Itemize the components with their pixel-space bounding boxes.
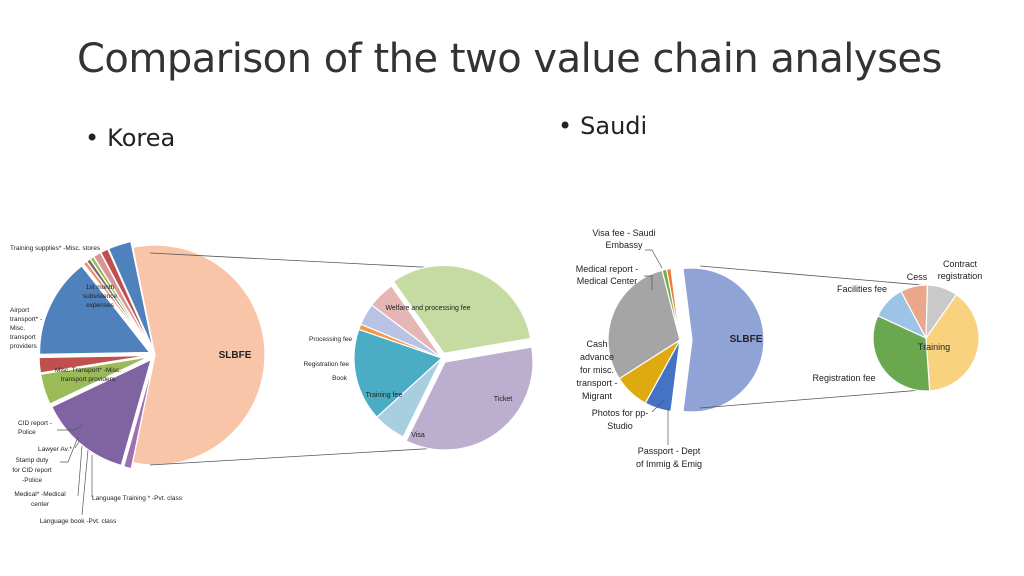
korea-misc-transport-label: transport providers (60, 376, 116, 383)
saudi-medical-label: Medical report - (575, 264, 639, 274)
korea-stamp-label: Stamp duty (15, 457, 49, 464)
saudi-visa-fee-label: Embassy (605, 240, 643, 250)
korea-airport-label: providers (10, 343, 37, 350)
bullet-marker: • (85, 124, 100, 152)
korea-stamp-label: -Police (22, 477, 42, 484)
korea-processing-fee-label: Processing fee (309, 336, 352, 343)
slide-title: Comparison of the two value chain analyses (77, 36, 942, 82)
saudi-photos-label: Photos for pp- (591, 408, 649, 418)
saudi-medical-label: Medical Center (576, 276, 638, 286)
korea-medical-label: center (30, 501, 50, 508)
saudi-cash-label: Cash (586, 339, 608, 349)
saudi-cash-label: Migrant (581, 391, 613, 401)
saudi-cess-label: Cess (906, 272, 928, 282)
korea-bullet-label: Korea (107, 124, 176, 152)
korea-medical-label: Medical* -Medical (14, 491, 66, 498)
korea-registration-fee-label: Registration fee (303, 361, 349, 368)
korea-cid-label: Police (18, 429, 36, 436)
korea-airport-label: transport* - (10, 316, 43, 323)
korea-training-supplies-label: Training supplies* -Misc. stores (10, 245, 101, 252)
korea-medical-leader (78, 446, 82, 496)
korea-airport-label: Misc. (10, 325, 26, 332)
korea-language-training-label: Language Training * -Pvt. class (92, 495, 182, 502)
saudi-cash-label: advance (579, 352, 615, 362)
korea-training-fee-label: Training fee (365, 392, 403, 399)
korea-slbfe-label: SLBFE (218, 350, 252, 361)
korea-airport-label: transport (10, 334, 36, 341)
korea-misc-transport-label: Misc. Transport* -Misc. (54, 367, 122, 374)
saudi-registration-fee-label: Registration fee (812, 373, 876, 383)
saudi-passport-label: Passport - Dept (637, 446, 701, 456)
korea-first-month-label: 1st month (85, 284, 115, 291)
saudi-visa-leader (645, 250, 662, 268)
saudi-slbfe-label: SLBFE (729, 334, 763, 345)
korea-welfare-label: Welfare and processing fee (385, 305, 471, 312)
saudi-facilities-label: Facilities fee (836, 284, 888, 294)
korea-first-month-label: expenses (86, 302, 114, 309)
saudi-cash-label: transport - (576, 378, 618, 388)
korea-language-book-label: Language book -Pvt. class (39, 518, 117, 525)
saudi-training-label: Training (917, 342, 951, 352)
korea-visa-label: Visa (411, 432, 425, 439)
saudi-contract-label: Contract (942, 259, 978, 269)
saudi-bullet-label: Saudi (580, 112, 648, 140)
korea-first-month-label: subsistence (82, 293, 118, 300)
saudi-contract-label: registration (937, 271, 983, 281)
korea-airport-label: Airport (10, 307, 30, 314)
korea-cid-label: CID report - (18, 420, 52, 427)
saudi-passport-label: of Immig & Emig (635, 459, 703, 469)
korea-stamp-label: for CID report (12, 467, 52, 474)
saudi-photos-label: Studio (607, 421, 633, 431)
korea-language-book-leader (82, 450, 88, 515)
saudi-visa-fee-label: Visa fee - Saudi (592, 228, 656, 238)
korea-ticket-label: Ticket (493, 396, 513, 403)
korea-book-label: Book (332, 375, 347, 382)
bullet-marker: • (558, 112, 573, 140)
saudi-cash-label: for misc. (579, 365, 615, 375)
korea-lawyer-label: Lawyer Av.* (38, 446, 72, 453)
